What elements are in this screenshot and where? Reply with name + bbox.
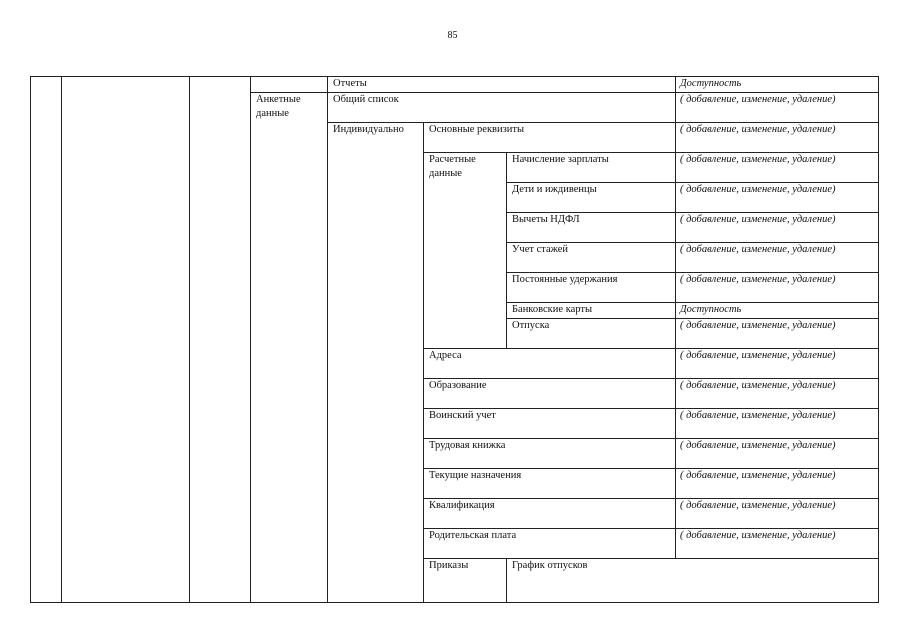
settlement-item-name: Отпуска bbox=[507, 319, 676, 349]
individual-item-name: Текущие назначения bbox=[424, 469, 676, 499]
access-cell: ( добавление, изменение, удаление) bbox=[676, 409, 879, 439]
access-cell: ( добавление, изменение, удаление) bbox=[676, 529, 879, 559]
empty-cell bbox=[31, 77, 62, 603]
settlement-item-name: Начисление зарплаты bbox=[507, 153, 676, 183]
general-list-cell: Общий список bbox=[328, 93, 676, 123]
page-number: 85 bbox=[447, 30, 458, 41]
table-row bbox=[31, 77, 879, 93]
access-cell: ( добавление, изменение, удаление) bbox=[676, 319, 879, 349]
settlement-item-name: Банковские карты bbox=[507, 303, 676, 319]
individual-item-name: Образование bbox=[424, 379, 676, 409]
individual-item-name: Родительская плата bbox=[424, 529, 676, 559]
access-cell: ( добавление, изменение, удаление) bbox=[676, 273, 879, 303]
settlement-item-name: Дети и иждивенцы bbox=[507, 183, 676, 213]
vacation-schedule-cell: График отпусков bbox=[507, 559, 879, 603]
empty-cell bbox=[62, 77, 190, 603]
access-cell: ( добавление, изменение, удаление) bbox=[676, 469, 879, 499]
individual-item-name: Трудовая книжка bbox=[424, 439, 676, 469]
individual-item-name: Воинский учет bbox=[424, 409, 676, 439]
access-cell: ( добавление, изменение, удаление) bbox=[676, 499, 879, 529]
access-cell: ( добавление, изменение, удаление) bbox=[676, 213, 879, 243]
access-rights-table bbox=[30, 76, 879, 603]
empty-cell bbox=[190, 77, 251, 603]
access-cell: ( добавление, изменение, удаление) bbox=[676, 153, 879, 183]
settlement-data-cell: Расчетные данные bbox=[424, 153, 507, 349]
individual-item-name: Адреса bbox=[424, 349, 676, 379]
access-cell: ( добавление, изменение, удаление) bbox=[676, 123, 879, 153]
settlement-item-name: Учет стажей bbox=[507, 243, 676, 273]
orders-cell: Приказы bbox=[424, 559, 507, 603]
access-cell: ( добавление, изменение, удаление) bbox=[676, 349, 879, 379]
empty-cell bbox=[251, 77, 328, 93]
access-cell: ( добавление, изменение, удаление) bbox=[676, 439, 879, 469]
settlement-item-name: Постоянные удержания bbox=[507, 273, 676, 303]
access-cell: ( добавление, изменение, удаление) bbox=[676, 379, 879, 409]
reports-cell: Отчеты bbox=[328, 77, 676, 93]
access-cell: Доступность bbox=[676, 77, 879, 93]
individual-item-name: Квалификация bbox=[424, 499, 676, 529]
settlement-item-name: Вычеты НДФЛ bbox=[507, 213, 676, 243]
individual-cell: Индивидуально bbox=[328, 123, 424, 603]
access-cell: ( добавление, изменение, удаление) bbox=[676, 243, 879, 273]
personal-data-cell: Анкетные данные bbox=[251, 93, 328, 603]
access-cell: Доступность bbox=[676, 303, 879, 319]
access-cell: ( добавление, изменение, удаление) bbox=[676, 183, 879, 213]
access-cell: ( добавление, изменение, удаление) bbox=[676, 93, 879, 123]
basic-details-cell: Основные реквизиты bbox=[424, 123, 676, 153]
